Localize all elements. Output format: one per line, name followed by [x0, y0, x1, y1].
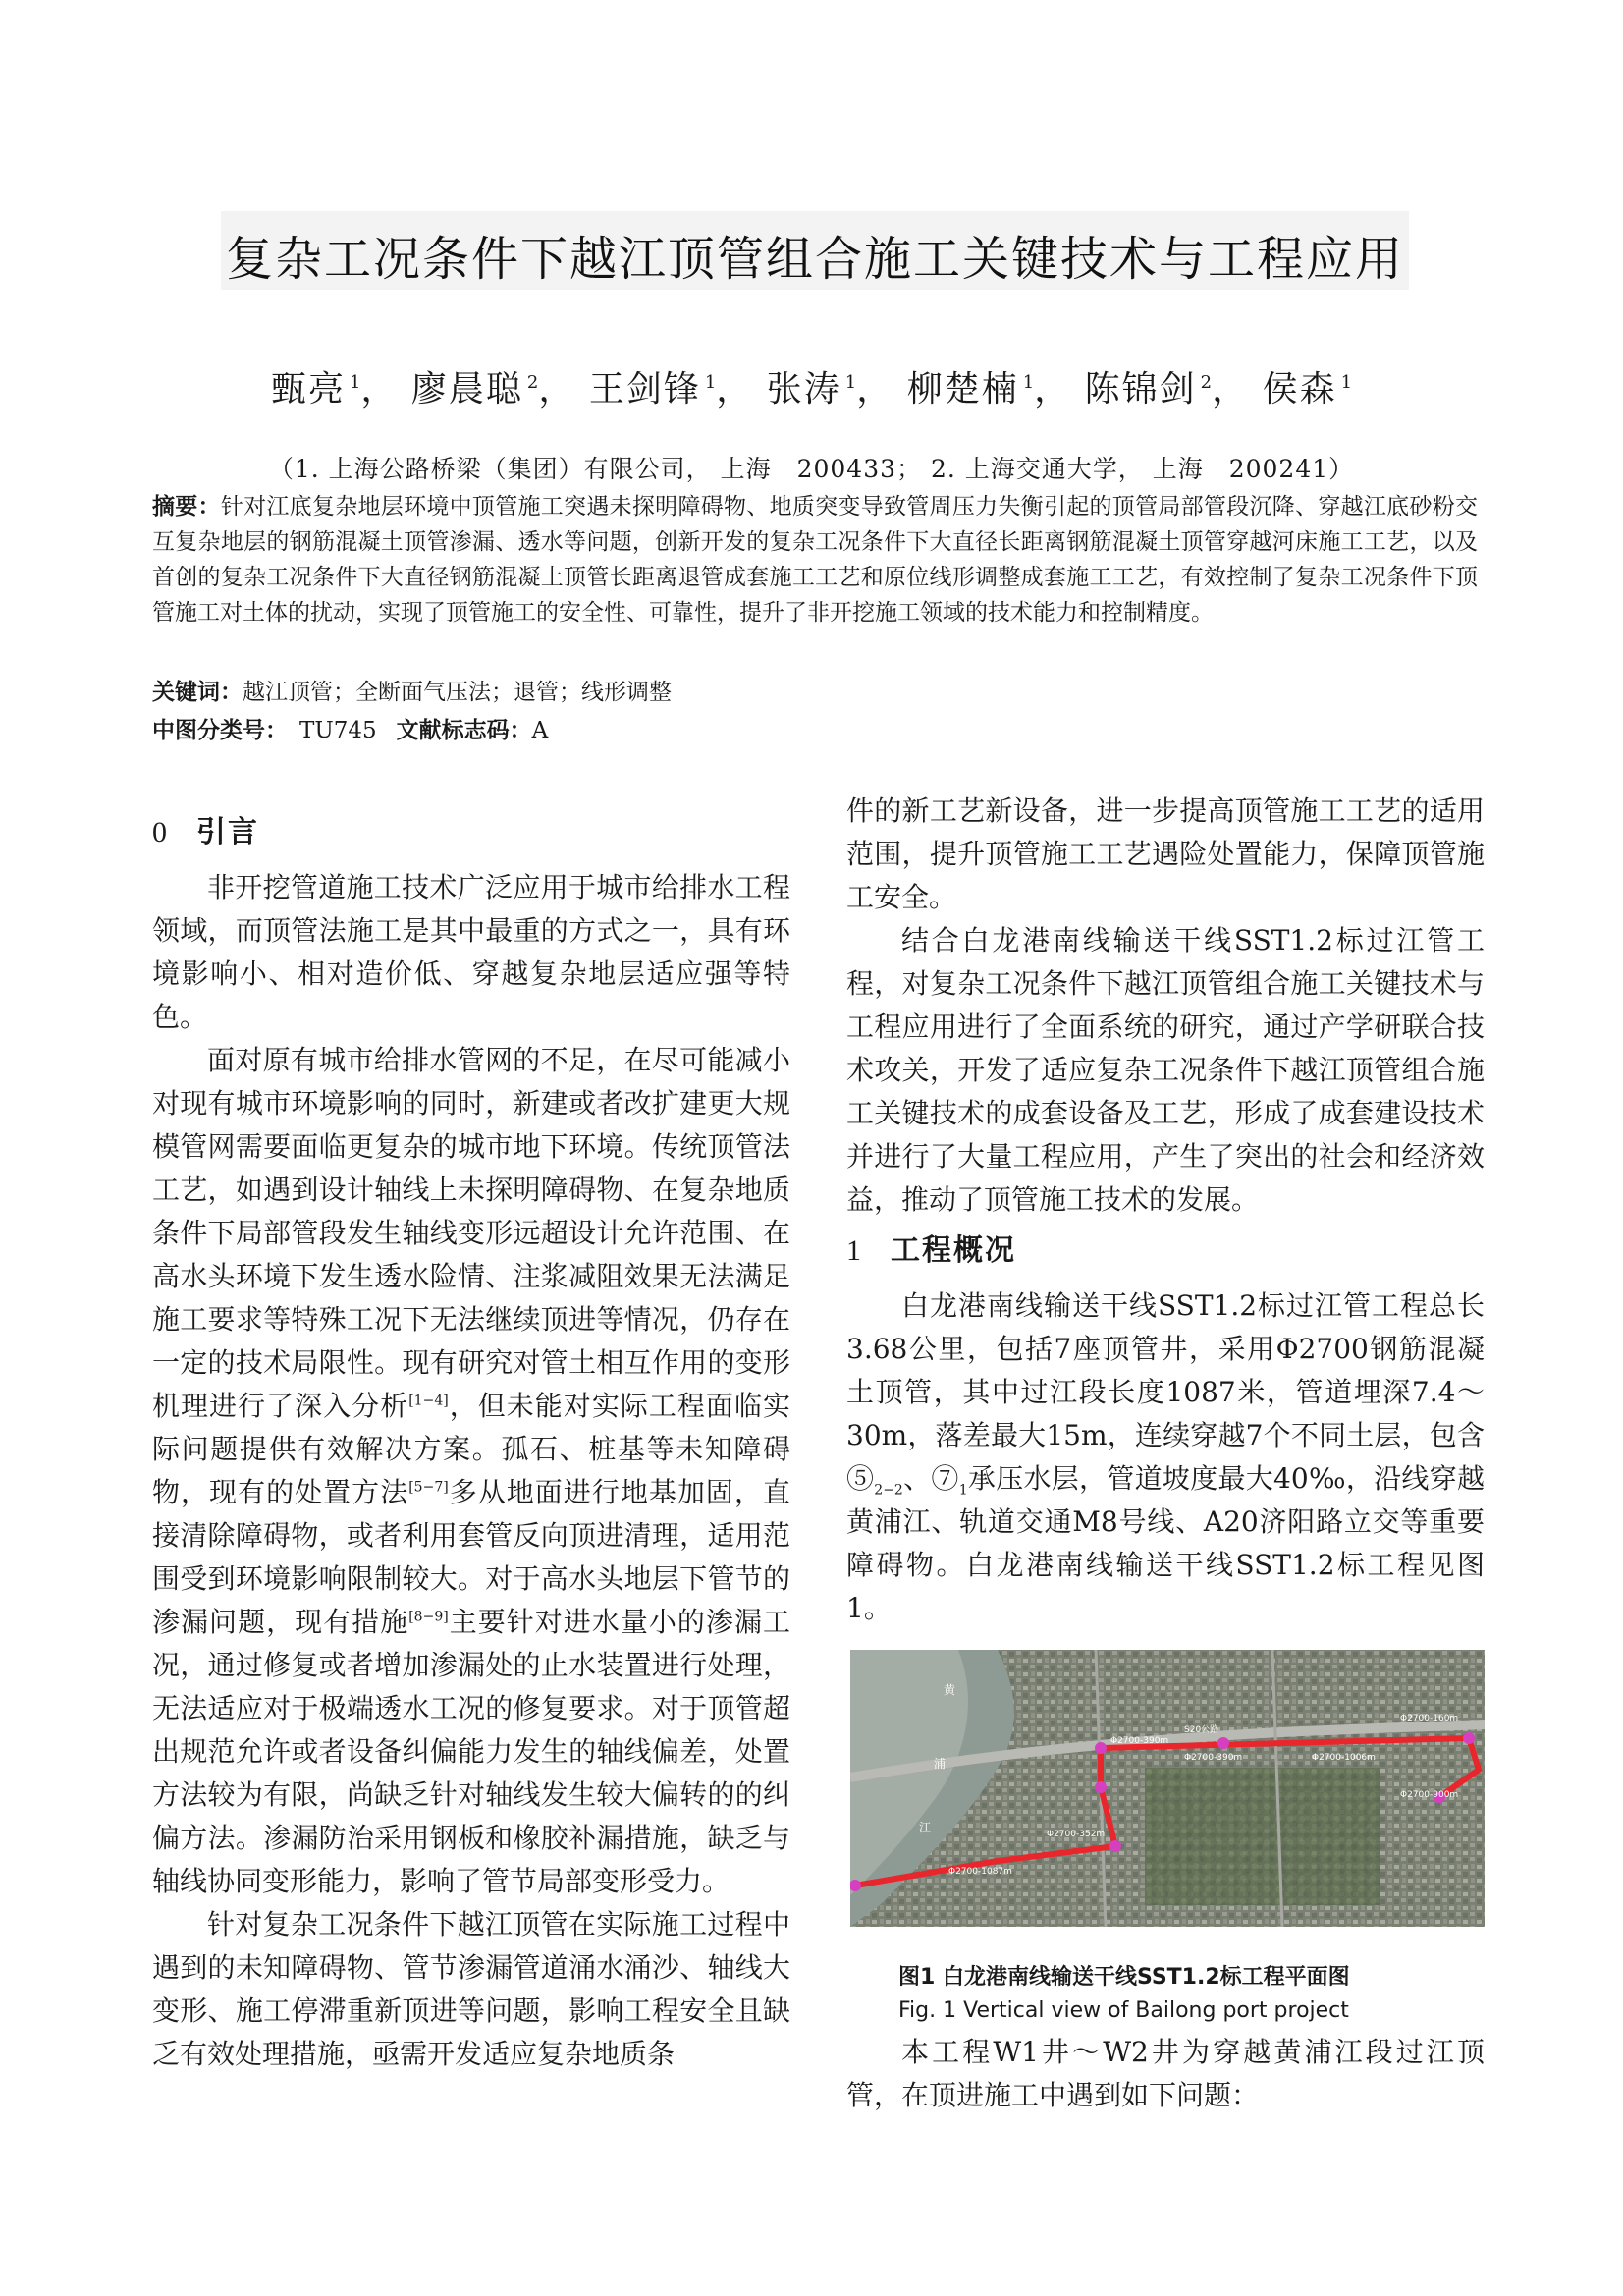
author: 侯森 $^1$ [1262, 369, 1353, 410]
left-column [152, 811, 790, 2076]
map-pipe-label: Φ2700-390m [1184, 1753, 1243, 1763]
abstract-text: 针对江底复杂地层环境中顶管施工突遇未探明障碍物、地质突变导致管周压力失衡引起的顶管局部管段沉降、穿越江底砂粉交互复杂地层的钢筋混凝土顶管渗漏、透水等问题，创新开发的复杂工况条件下大直径长距离钢筋混凝土顶管穿越河床施工工艺，以及首创的复杂工况条件下大直径钢筋混凝土顶管长距离退管成套施工工艺和原位线形调整成套施工工艺，有效控制了复杂工况条件下顶管施工对土体的扰动，实现了顶管施工的安全性、可靠性，提升了非开挖施工领域的技术能力和控制精度。 [152, 494, 1479, 626]
keywords-label: 关键词： [152, 680, 243, 705]
post-figure-text [846, 2031, 1485, 2117]
project-plan-map [850, 1650, 1485, 1927]
map-pipe-label: Φ2700-390m [1110, 1736, 1169, 1746]
keywords [152, 674, 672, 706]
shaft-node [1095, 1781, 1107, 1793]
shaft-node [1217, 1737, 1229, 1749]
clc-value: TU745 [299, 718, 377, 743]
citation: [8−9] [408, 1609, 449, 1625]
doc-code-value: A [531, 718, 549, 743]
map-road-label: S20公路 [1184, 1725, 1219, 1735]
map-river-char: 黄 [944, 1683, 956, 1697]
map-pipe-label: Φ2700-1006m [1312, 1753, 1376, 1763]
author-list [0, 361, 1623, 411]
shaft-node [1095, 1742, 1107, 1754]
shaft-node [1109, 1840, 1121, 1852]
author: 张涛 $^1$， [766, 369, 894, 410]
author: 廖晨聪 $^2$， [410, 369, 576, 410]
map-pipe-label: Φ2700-160m [1400, 1714, 1459, 1723]
map-river-char: 浦 [934, 1757, 947, 1771]
right-column [846, 790, 1485, 1630]
classification [152, 712, 548, 744]
map-pipe-label: Φ2700-900m [1400, 1790, 1459, 1800]
affiliation: （1. 上海公路桥梁（集团）有限公司， 上海 200433； 2. 上海交通大学， 上海 200241） [268, 455, 1355, 483]
map-pipe-label: Φ2700-352m [1047, 1830, 1106, 1839]
paragraph: 针对复杂工况条件下越江顶管在实际施工过程中遇到的未知障碍物、管节渗漏管道涌水涌沙、轴线大变形、施工停滞重新顶进等问题，影响工程安全且缺乏有效处理措施，亟需开发适应复杂地质条 [152, 1908, 790, 2070]
citation: [5−7] [408, 1479, 449, 1496]
paragraph: 白龙港南线输送干线SST1.2标过江管工程总长3.68公里，包括7座顶管井，采用Φ2700钢筋混凝土顶管，其中过江段长度1087米，管道埋深7.4～30m，落差最大15m，连续穿越7个不同土层，包含$⑤_{2-2}$、$⑦_1$承压水层，管道坡度最大40‰，沿线穿越黄浦江、轨道交通M8号线、A20济阳路立交等重要障碍物。白龙港南线输送干线SST1.2标工程见图1。 [846, 1289, 1485, 1624]
section-heading-intro: 0 引言 [152, 815, 259, 849]
paragraph: 结合白龙港南线输送干线SST1.2标过江管工程，对复杂工况条件下越江顶管组合施工关键技术与工程应用进行了全面系统的研究，通过产学研联合技术攻关，开发了适应复杂工况条件下越江顶管组合施工关键技术的成套设备及工艺，形成了成套建设技术并进行了大量工程应用，产生了突出的社会和经济效益，推动了顶管施工技术的发展。 [846, 924, 1485, 1216]
abstract-label: 摘要： [152, 494, 221, 519]
map-pipe-label: Φ2700-1087m [948, 1867, 1012, 1877]
author: 陈锦剑 $^2$， [1084, 369, 1250, 410]
abstract [152, 489, 1478, 630]
paragraph: 非开挖管道施工技术广泛应用于城市给排水工程领域，而顶管法施工是其中最重的方式之一，具有环境影响小、相对造价低、穿越复杂地层适应强等特色。 [152, 871, 790, 1033]
keywords-text: 越江顶管；全断面气压法；退管；线形调整 [243, 680, 672, 705]
map-green-area [1145, 1768, 1380, 1905]
shaft-node [1463, 1732, 1475, 1744]
author: 甄亮 $^1$， [270, 369, 399, 410]
map-river-char: 江 [919, 1821, 932, 1834]
paragraph: 本工程W1井～W2井为穿越黄浦江段过江顶管，在顶进施工中遇到如下问题： [846, 2036, 1485, 2111]
title-band [221, 211, 1409, 290]
figure-caption-cn: 图1 白龙港南线输送干线SST1.2标工程平面图 [898, 1965, 1350, 1990]
figure-caption-en: Fig. 1 Vertical view of Bailong port project [898, 1998, 1349, 2023]
section-heading-overview: 1 工程概况 [846, 1233, 1016, 1268]
author: 柳楚楠 $^1$， [906, 369, 1072, 410]
paragraph: 面对原有城市给排水管网的不足，在尽可能减小对现有城市环境影响的同时，新建或者改扩建更大规模管网需要面临更复杂的城市地下环境。传统顶管法工艺，如遇到设计轴线上未探明障碍物、在复杂地质条件下局部管段发生轴线变形远超设计允许范围、在高水头环境下发生透水险情、注浆减阻效果无法满足施工要求等特殊工况下无法继续顶进等情况，仍存在一定的技术局限性。现有研究对管土相互作用的变形机理进行了深入分析[1−4]，但未能对实际工程面临实际问题提供有效解决方案。孤石、桩基等未知障碍物，现有的处置方法[5−7]多从地面进行地基加固，直接清除障碍物，或者利用套管反向顶进清理，适用范围受到环境影响限制较大。对于高水头地层下管节的渗漏问题，现有措施[8−9]主要针对进水量小的渗漏工况，通过修复或者增加渗漏处的止水装置进行处理，无法适应对于极端透水工况的修复要求。对于顶管超出规范允许或者设备纠偏能力发生的轴线偏差，处置方法较为有限，尚缺乏针对轴线发生较大偏转的的纠偏方法。渗漏防治采用钢板和橡胶补漏措施，缺乏与轴线协同变形能力，影响了管节局部变形受力。 [152, 1044, 790, 1897]
citation: [1−4] [408, 1393, 449, 1409]
doc-code-label: 文献标志码： [396, 718, 532, 743]
author: 王剑锋 $^1$， [588, 369, 754, 410]
clc-label: 中图分类号： [152, 718, 288, 743]
paragraph: 件的新工艺新设备，进一步提高顶管施工工艺的适用范围，提升顶管施工工艺遇险处置能力，保障顶管施工安全。 [846, 794, 1485, 913]
paper-title: 复杂工况条件下越江顶管组合施工关键技术与工程应用 [225, 232, 1404, 287]
